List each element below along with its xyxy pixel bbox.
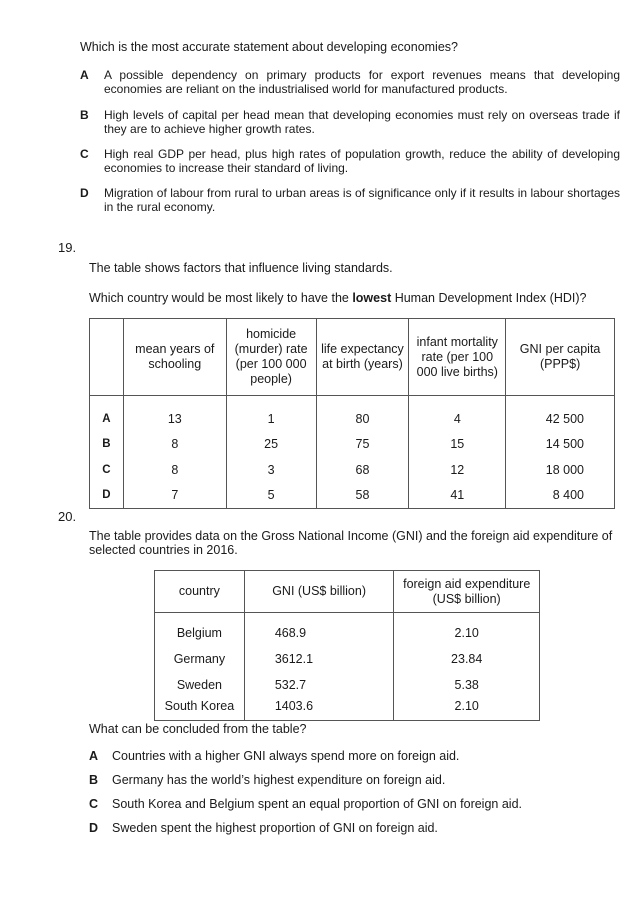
q20-intro: The table provides data on the Gross National Income (GNI) and the foreign aid expenditure of selected countries in 2016. [89,529,613,557]
row-label: A [90,396,124,432]
q19-intro: The table shows factors that influence living standards. [89,261,393,275]
header-aid: foreign aid expenditure (US$ billion) [394,571,540,613]
option-letter: D [89,821,99,835]
option-text: A possible dependency on primary products for export revenues means that developing economies are reliant on the industrialised world for manufactured products. [104,68,620,96]
header-homicide: homicide (murder) rate (per 100 000 people) [226,319,316,396]
cell-aid: 5.38 [394,672,540,698]
header-country: country [155,571,245,613]
cell-gni: 1403.6 [244,698,394,721]
cell-life: 75 [316,432,409,458]
q20-question: What can be concluded from the table? [89,722,307,736]
q19-question [89,291,586,305]
cell-homicide: 5 [226,483,316,509]
cell-country: South Korea [155,698,245,721]
q20-number: 20. [58,509,77,524]
table-row[interactable] [90,483,615,509]
cell-life: 80 [316,396,409,432]
option-letter: A [89,749,99,763]
option-letter: C [80,147,89,161]
cell-gni: 14 500 [506,432,615,458]
option-text: Sweden spent the highest proportion of GNI on foreign aid. [112,821,438,835]
cell-infant: 15 [409,432,506,458]
cell-infant: 4 [409,396,506,432]
cell-life: 68 [316,457,409,483]
cell-homicide: 3 [226,457,316,483]
cell-life: 58 [316,483,409,509]
option-letter: A [80,68,89,82]
cell-aid: 2.10 [394,613,540,647]
option-letter: B [80,108,89,122]
option-letter: C [89,797,99,811]
q19-question-pre: Which country would be most likely to have the [89,291,353,305]
table-row[interactable] [155,672,540,698]
q19-number: 19. [58,240,77,255]
option-text: South Korea and Belgium spent an equal proportion of GNI on foreign aid. [112,797,522,811]
option-text: Germany has the world’s highest expenditure on foreign aid. [112,773,446,787]
option-text: High levels of capital per head mean that developing economies must rely on overseas trade if they are to achieve higher growth rates. [104,108,620,136]
header-schooling: mean years of schooling [123,319,226,396]
table-row[interactable] [155,698,540,721]
table-row[interactable] [90,396,615,432]
cell-schooling: 8 [123,457,226,483]
table-row[interactable] [155,646,540,672]
header-gni: GNI (US$ billion) [244,571,394,613]
q19-question-post: Human Development Index (HDI)? [391,291,587,305]
cell-country: Sweden [155,672,245,698]
cell-gni: 3612.1 [244,646,394,672]
q18-option-c[interactable] [80,147,620,177]
row-label: C [90,457,124,483]
table-header-row [90,319,615,396]
table-row[interactable] [155,613,540,647]
cell-infant: 41 [409,483,506,509]
header-gni: GNI per capita (PPP$) [506,319,615,396]
option-text: High real GDP per head, plus high rates of population growth, reduce the ability of developing economies to increase their standard of living. [104,147,620,175]
cell-aid: 23.84 [394,646,540,672]
cell-gni: 18 000 [506,457,615,483]
option-letter: B [89,773,99,787]
cell-schooling: 7 [123,483,226,509]
q18-stem: Which is the most accurate statement about developing economies? [80,40,458,54]
row-label: B [90,432,124,458]
cell-schooling: 8 [123,432,226,458]
table-row[interactable] [90,432,615,458]
cell-homicide: 25 [226,432,316,458]
q19-table [89,318,615,509]
cell-gni: 468.9 [244,613,394,647]
header-life-expectancy: life expectancy at birth (years) [316,319,409,396]
cell-country: Belgium [155,613,245,647]
q18-option-b[interactable] [80,108,620,138]
option-text: Migration of labour from rural to urban areas is of significance only if it results in labour shortages in the rural economy. [104,186,620,214]
cell-aid: 2.10 [394,698,540,721]
cell-homicide: 1 [226,396,316,432]
q19-question-bold: lowest [352,291,392,305]
cell-schooling: 13 [123,396,226,432]
cell-country: Germany [155,646,245,672]
cell-gni: 8 400 [506,483,615,509]
header-infant-mortality: infant mortality rate (per 100 000 live births) [409,319,506,396]
cell-infant: 12 [409,457,506,483]
q18-option-d[interactable] [80,186,620,216]
row-label: D [90,483,124,509]
table-header-row [155,571,540,613]
cell-gni: 532.7 [244,672,394,698]
q18-option-a[interactable] [80,68,620,98]
q20-table [154,570,540,721]
table-row[interactable] [90,457,615,483]
cell-gni: 42 500 [506,396,615,432]
option-text: Countries with a higher GNI always spend more on foreign aid. [112,749,460,763]
header-empty [90,319,124,396]
option-letter: D [80,186,89,200]
